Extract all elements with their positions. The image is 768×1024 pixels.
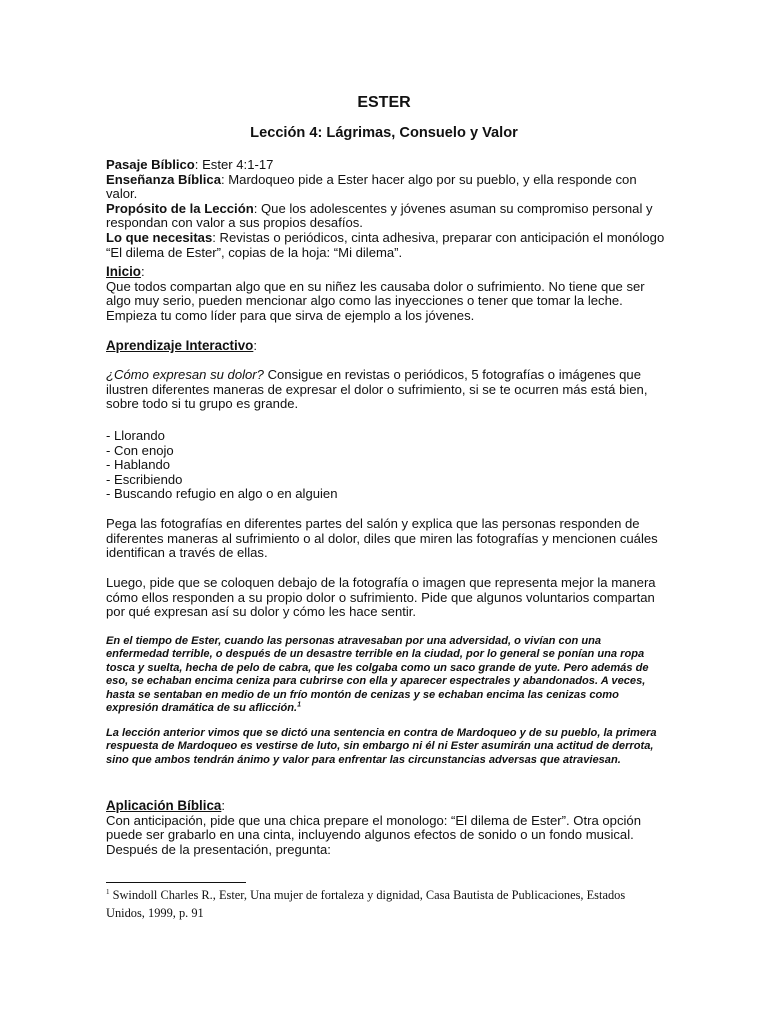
info-proposito [106,202,666,231]
footnote-text: Swindoll Charles R., Ester, Una mujer de fortaleza y dignidad, Casa Bautista de Publicaciones, Estados Unidos, 1999, p. 91 [106,888,626,920]
expression-list [106,429,666,502]
aprendizaje-para3 [106,576,666,620]
context-para1-text: En el tiempo de Ester, cuando las personas atravesaban por una adversidad, o vivían con una enfermedad terrible, o después de un desastre terrible en la ciudad, por lo general se ponían una ropa tosca y suelta, hecha de pelo de cabra, que les colgaba como un saco grande de yute. Pero además de eso, se echaban encima ceniza para cubrirse con ella y aparecer espectrales y abandonados. A veces, hasta se sentaban en medio de un frío montón de cenizas y se echaban encima las cenizas como expresión dramática de su aflicción. [106,635,649,715]
info-pasaje [106,158,666,173]
info-ensenanza [106,173,666,202]
footnote-number: 1 [106,887,110,896]
aprendizaje-heading-line [106,339,666,354]
aplicacion-heading: Aplicación Bíblica [106,798,222,813]
pasaje-text: : Ester 4:1-17 [194,157,274,172]
section-aprendizaje [106,339,666,354]
ensenanza-text: : Mardoqueo pide a Ester hacer algo por su pueblo, y ella responde con valor. [106,171,637,202]
section-aplicacion [106,799,666,857]
proposito-text: : Que los adolescentes y jóvenes asuman su compromiso personal y respondan con valor a sus propios desafíos. [106,200,653,231]
proposito-label: Propósito de la Lección [106,200,254,216]
aprendizaje-text: Consigue en revistas o periódicos, 5 fotografías o imágenes que ilustren diferentes maneras de expresar el dolor o sufrimiento, si se te ocurren más está bien, sobre todo si tu grupo es grande. [106,367,648,412]
list-item: - Llorando [106,428,165,443]
expression-list-items [106,429,666,502]
info-necesitas [106,231,666,260]
context-para2-text: La lección anterior vimos que se dictó una sentencia en contra de Mardoqueo y de su pueblo, la primera respuesta de Mardoqueo es vestirse de luto, sin embargo ni él ni Ester asumirán una actitud de derrota, sino que ambos tendrán ánimo y valor para enfrentar las circunstancias adversas que atraviesan. [106,727,657,766]
aplicacion-colon: : [221,798,225,813]
footnote-divider [106,882,246,883]
necesitas-label: Lo que necesitas [106,229,213,245]
aplicacion-text: Con anticipación, pide que una chica prepare el monologo: “El dilema de Ester”. Otra opción puede ser grabarlo en una cinta, incluyendo algunos efectos de sonido o un fondo musical. Después de la presentación, pregunta: [106,812,641,857]
lesson-info [106,158,666,260]
list-item: - Escribiendo [106,471,183,487]
inicio-heading: Inicio [106,264,141,279]
aprendizaje-heading: Aprendizaje Interactivo [106,338,254,353]
aprendizaje-para2-text: Pega las fotografías en diferentes partes del salón y explica que las personas responden de diferentes maneras al sufrimiento o al dolor, diles que miren las fotografías y mencionen cuáles identifican a través de ellas. [106,516,658,561]
aprendizaje-intro [106,368,666,412]
list-item: - Buscando refugio en algo o en alguien [106,486,338,502]
pasaje-label: Pasaje Bíblico [106,157,195,172]
footnote [106,886,666,922]
ensenanza-label: Enseñanza Bíblica [106,171,221,187]
aprendizaje-para3-text: Luego, pide que se coloquen debajo de la fotografía o imagen que representa mejor la manera cómo ellos responden a su propio dolor o sufrimiento. Pide que algunos voluntarios compartan por qué expresan así su dolor y cómo les hace sentir. [106,575,656,620]
list-item: - Con enojo [106,442,174,458]
aprendizaje-question: ¿Cómo expresan su dolor? [106,367,264,382]
lesson-title: Lección 4: Lágrimas, Consuelo y Valor [250,125,518,141]
context-para1 [106,635,666,715]
inicio-text: Que todos compartan algo que en su niñez les causaba dolor o sufrimiento. No tiene que ser algo muy serio, pueden mencionar algo como las inyecciones o tener que tomar la leche. Empieza tu como líder para que sirva de ejemplo a los jóvenes. [106,278,645,323]
section-inicio [106,265,666,323]
aprendizaje-para2 [106,517,666,561]
inicio-colon: : [140,264,145,279]
footnote-reference: 1 [297,701,302,709]
document-title: ESTER [357,94,411,111]
aprendizaje-colon: : [253,338,257,353]
inicio-heading-line [106,265,666,280]
context-para2 [106,727,666,767]
aplicacion-heading-line [106,799,666,814]
list-item: - Hablando [106,457,171,473]
necesitas-text: : Revistas o periódicos, cinta adhesiva, preparar con anticipación el monólogo “El dilema de Ester”, copias de la hoja: “Mi dilema”. [106,229,665,260]
